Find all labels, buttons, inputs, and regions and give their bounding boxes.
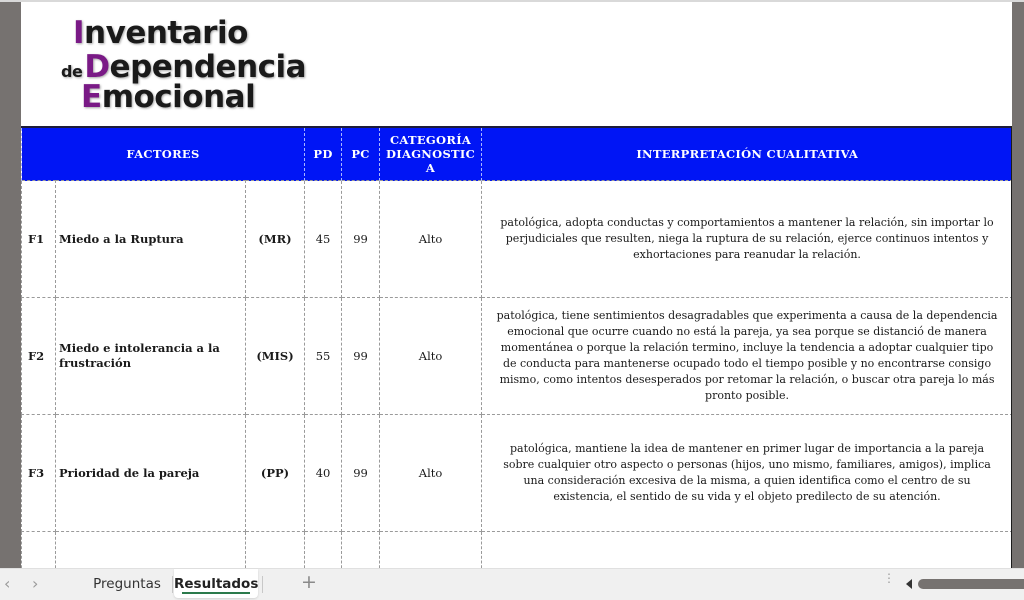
tab-separator xyxy=(172,576,173,593)
categoria-value[interactable]: Alto xyxy=(380,181,482,298)
interpretacion-text[interactable]: patológica, tiene sentimientos desagradables que experimenta a causa de la dependencia emocional que ocurre cuando no está la pareja, ya sea porque se distanció de manera momentánea o porque la relación termino, incluye la tendencia a adoptar cualquier tipo de conducta para mantenerse ocupado todo el tiempo posible y no encontrarse consigo mismo, como intentos desesperados por retomar la relación, o buscar otra pareja lo más pronto posible. xyxy=(482,298,1012,415)
tab-preguntas[interactable]: Preguntas xyxy=(93,576,161,592)
factor-name[interactable]: Miedo e intolerancia a la frustración xyxy=(56,298,246,415)
header-pd[interactable]: PD xyxy=(305,127,342,181)
table-row xyxy=(22,415,1013,532)
logo-line-2: deDependencia xyxy=(61,49,307,85)
table-row-empty xyxy=(22,532,1013,569)
scroll-left-icon[interactable] xyxy=(906,579,912,589)
tab-separator xyxy=(262,576,263,593)
factor-name[interactable]: Prioridad de la pareja xyxy=(56,415,246,532)
table-right-border xyxy=(1011,126,1012,568)
prev-sheet-icon[interactable]: ‹ xyxy=(4,574,11,593)
factor-code[interactable]: F1 xyxy=(22,181,56,298)
next-sheet-icon[interactable]: › xyxy=(32,574,39,593)
more-options-icon[interactable]: ⋮ xyxy=(883,571,895,585)
header-factores[interactable]: FACTORES xyxy=(22,127,305,181)
empty-cell[interactable] xyxy=(380,532,482,569)
results-table xyxy=(21,126,1012,568)
factor-code[interactable]: F3 xyxy=(22,415,56,532)
header-row xyxy=(22,127,1013,181)
empty-cell[interactable] xyxy=(305,532,342,569)
tab-resultados[interactable]: Resultados xyxy=(174,569,258,598)
active-tab-underline xyxy=(182,592,250,594)
interpretacion-text[interactable]: patológica, mantiene la idea de mantener en primer lugar de importancia a la pareja sobre cualquier otro aspecto o personas (hijos, uno mismo, familiares, amigos), implica una consideración excesiva de la misma, a quien identifica como el centro de su existencia, el sentido de su vida y el objeto predilecto de su atención. xyxy=(482,415,1012,532)
horizontal-scrollbar[interactable] xyxy=(918,579,1024,589)
logo-line-3: Emocional xyxy=(81,79,256,115)
add-sheet-icon[interactable]: + xyxy=(301,571,317,593)
logo-line-1: Inventario xyxy=(73,15,248,51)
factor-abbr[interactable]: (PP) xyxy=(246,415,305,532)
header-pc[interactable]: PC xyxy=(342,127,380,181)
table-row xyxy=(22,181,1013,298)
pc-value[interactable]: 99 xyxy=(342,298,380,415)
factor-code[interactable]: F2 xyxy=(22,298,56,415)
empty-cell[interactable] xyxy=(22,532,56,569)
interpretacion-text[interactable]: patológica, adopta conductas y comportamientos a mantener la relación, sin importar lo perjudiciales que resulten, niega la ruptura de su relación, ejerce continuos intentos y exhortaciones para reanudar la relación. xyxy=(482,181,1012,298)
categoria-value[interactable]: Alto xyxy=(380,298,482,415)
pd-value[interactable]: 40 xyxy=(305,415,342,532)
categoria-value[interactable]: Alto xyxy=(380,415,482,532)
empty-cell[interactable] xyxy=(56,532,246,569)
pc-value[interactable]: 99 xyxy=(342,181,380,298)
empty-cell[interactable] xyxy=(342,532,380,569)
spreadsheet-area[interactable] xyxy=(21,2,1012,568)
empty-cell[interactable] xyxy=(246,532,305,569)
factor-name[interactable]: Miedo a la Ruptura xyxy=(56,181,246,298)
header-interpretacion[interactable]: INTERPRETACIÓN CUALITATIVA xyxy=(482,127,1012,181)
pd-value[interactable]: 55 xyxy=(305,298,342,415)
header-categoria[interactable]: CATEGORÍA DIAGNOSTIC A xyxy=(380,127,482,181)
table-row xyxy=(22,298,1013,415)
factor-abbr[interactable]: (MR) xyxy=(246,181,305,298)
sheet-tab-bar xyxy=(0,568,1024,600)
empty-cell[interactable] xyxy=(482,532,1012,569)
pc-value[interactable]: 99 xyxy=(342,415,380,532)
factor-abbr[interactable]: (MIS) xyxy=(246,298,305,415)
pd-value[interactable]: 45 xyxy=(305,181,342,298)
